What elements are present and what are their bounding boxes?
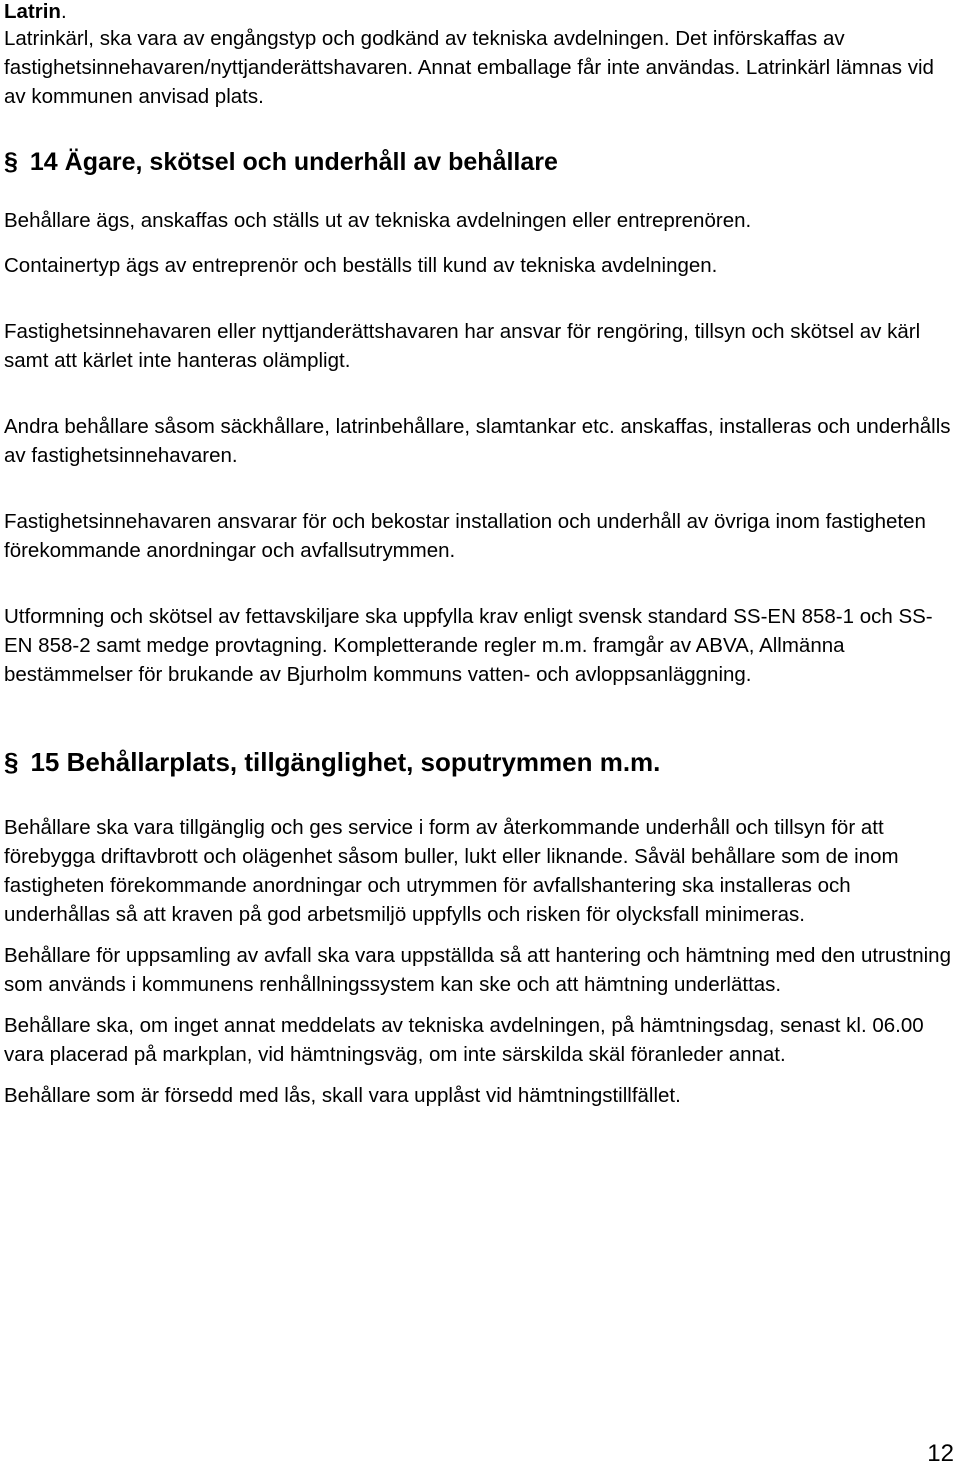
- latrin-title: [4, 0, 954, 24]
- section-14-heading: [4, 148, 954, 188]
- section-15-title: 15 Behållarplats, tillgänglighet, soputrymmen m.m.: [30, 747, 661, 777]
- section-sign-15: §: [4, 747, 19, 777]
- s15-paragraph-4: Behållare som är försedd med lås, skall vara upplåst vid hämtningstillfället.: [4, 1084, 681, 1107]
- latrin-title-text: Latrin: [4, 0, 61, 23]
- latrin-title-period: .: [60, 0, 67, 23]
- s14-paragraph-5: Fastighetsinnehavaren ansvarar för och bekostar installation och underhåll av övriga inom fastigheten förekommande anordningar och avfallsutrymmen.: [4, 510, 926, 562]
- section-15-heading: [4, 747, 954, 787]
- s14-paragraph-1: Behållare ägs, anskaffas och ställs ut av tekniska avdelningen eller entreprenören.: [4, 209, 752, 232]
- section-14-title: 14 Ägare, skötsel och underhåll av behållare: [29, 148, 558, 176]
- s14-paragraph-6: Utformning och skötsel av fettavskiljare ska uppfylla krav enligt svensk standard SS-EN 858-1 och SS-EN 858-2 samt medge provtagning. Kompletterande regler m.m. framgår av ABVA, Allmänna bestämmelser för brukande av Bjurholm kommuns vatten- och avloppsanläggning.: [4, 605, 933, 686]
- s14-paragraph-4: Andra behållare såsom säckhållare, latrinbehållare, slamtankar etc. anskaffas, installeras och underhålls av fastighetsinnehavaren.: [4, 415, 951, 467]
- document-page: [4, 0, 954, 1110]
- page-number: 12: [927, 1440, 954, 1467]
- s14-paragraph-3: Fastighetsinnehavaren eller nyttjanderättshavaren har ansvar för rengöring, tillsyn och skötsel av kärl samt att kärlet inte hanteras olämpligt.: [4, 320, 921, 372]
- s15-paragraph-1: Behållare ska vara tillgänglig och ges service i form av återkommande underhåll och tillsyn för att förebygga driftavbrott och olägenhet såsom buller, lukt eller liknande. Såväl behållare som de inom fastigheten förekommande anordningar och utrymmen för avfallshantering ska installeras och underhållas så att kraven på god arbetsmiljö uppfylls och risken för olycksfall minimeras.: [4, 816, 899, 926]
- s15-paragraph-2: Behållare för uppsamling av avfall ska vara uppställda så att hantering och hämtning med den utrustning som används i kommunens renhållningssystem kan ske och att hämtning underlättas.: [4, 944, 951, 996]
- s15-paragraph-3: Behållare ska, om inget annat meddelats av tekniska avdelningen, på hämtningsdag, senast kl. 06.00 vara placerad på markplan, vid hämtningsväg, om inte särskilda skäl föranleder annat.: [4, 1014, 924, 1066]
- latrin-paragraph: Latrinkärl, ska vara av engångstyp och godkänd av tekniska avdelningen. Det införskaffas av fastighetsinnehavaren/nyttjanderättshavaren. Annat emballage får inte användas. Latrinkärl lämnas vid av kommunen anvisad plats.: [4, 27, 934, 108]
- s14-paragraph-2: Containertyp ägs av entreprenör och beställs till kund av tekniska avdelningen.: [4, 254, 718, 277]
- section-sign-14: §: [4, 148, 18, 176]
